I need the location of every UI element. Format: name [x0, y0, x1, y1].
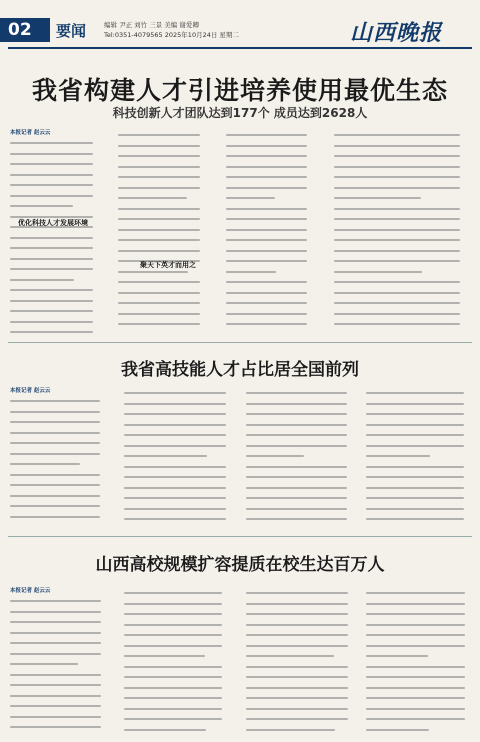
body-text-line [226, 319, 312, 330]
body-text-line [366, 420, 470, 431]
body-text-line [10, 149, 96, 160]
body-text-line [118, 288, 204, 299]
body-text-line [226, 256, 312, 267]
body-text-line [10, 701, 108, 712]
body-text-line [246, 441, 352, 452]
body-text-line [246, 514, 352, 525]
body-text-line [10, 275, 96, 286]
body-text-line [366, 620, 470, 631]
body-text-line [334, 298, 470, 309]
article1-column-2 [118, 130, 204, 338]
newspaper-logo: 山西晚报 [349, 20, 442, 46]
body-text-line [246, 483, 352, 494]
body-text-line [118, 162, 204, 173]
body-text-line [118, 235, 204, 246]
body-text-line [10, 396, 108, 407]
body-text-line [124, 714, 230, 725]
body-text-line [246, 504, 352, 515]
body-text-line [334, 183, 470, 194]
body-text-line [366, 599, 470, 610]
body-text-line [334, 256, 470, 267]
body-text-line [124, 441, 230, 452]
body-text-line [226, 172, 312, 183]
body-text-line [118, 309, 204, 320]
body-text-line [124, 683, 230, 694]
body-text-line [246, 704, 352, 715]
body-text-line [10, 243, 96, 254]
body-text-line [10, 680, 108, 691]
body-text-line [118, 225, 204, 236]
body-text-line [246, 683, 352, 694]
body-text-line [10, 327, 96, 338]
body-text-line [366, 672, 470, 683]
body-text-line [246, 399, 352, 410]
body-text-line [10, 138, 96, 149]
body-text-line [226, 309, 312, 320]
body-text-line [10, 428, 108, 439]
body-text-line [246, 462, 352, 473]
date-line: Tel:0351-4079565 2025年10月24日 星期二 [104, 31, 239, 39]
body-text-line [118, 141, 204, 152]
body-text-line [124, 430, 230, 441]
body-text-line [10, 233, 96, 244]
body-text-line [226, 235, 312, 246]
body-text-line [226, 288, 312, 299]
body-text-line [124, 462, 230, 473]
article3-column-2 [124, 588, 230, 736]
body-text-line [10, 470, 108, 481]
body-text-line [118, 204, 204, 215]
article1-subhead-1: 优化科技人才发展环境 [18, 219, 88, 227]
body-text-line [226, 225, 312, 236]
body-text-line [366, 693, 470, 704]
body-text-line [124, 514, 230, 525]
body-text-line [10, 491, 108, 502]
body-text-line [366, 409, 470, 420]
body-text-line [124, 630, 230, 641]
body-text-line [124, 588, 230, 599]
body-text-line [246, 725, 352, 736]
body-text-line [10, 417, 108, 428]
body-text-line [10, 607, 108, 618]
editor-line: 编辑 尹正 刘竹 三景 美编 谢爱卿 [104, 21, 199, 29]
body-text-line [366, 514, 470, 525]
body-text-line [124, 599, 230, 610]
body-text-line [124, 725, 230, 736]
body-text-line [10, 659, 108, 670]
article1-column-4 [334, 130, 470, 338]
page-number: 02 [0, 18, 50, 42]
body-text-line [334, 141, 470, 152]
body-text-line [226, 151, 312, 162]
body-text-line [246, 493, 352, 504]
article2-byline: 本报记者 赵云云 [10, 388, 51, 394]
body-text-line [226, 277, 312, 288]
article2-column-2 [124, 388, 230, 530]
article1-subtitle: 科技创新人才团队达到177个 成员达到2628人 [112, 106, 368, 120]
body-text-line [118, 193, 204, 204]
body-text-line [124, 483, 230, 494]
body-text-line [246, 451, 352, 462]
body-text-line [10, 628, 108, 639]
body-text-line [334, 204, 470, 215]
body-text-line [124, 620, 230, 631]
body-text-line [10, 296, 96, 307]
body-text-line [10, 638, 108, 649]
body-text-line [124, 472, 230, 483]
masthead-rule [8, 47, 472, 49]
body-text-line [226, 214, 312, 225]
article2-title: 我省高技能人才占比居全国前列 [121, 360, 359, 380]
body-text-line [10, 317, 96, 328]
body-text-line [118, 183, 204, 194]
body-text-line [10, 285, 96, 296]
body-text-line [10, 407, 108, 418]
body-text-line [124, 609, 230, 620]
body-text-line [334, 246, 470, 257]
body-text-line [366, 683, 470, 694]
body-text-line [334, 319, 470, 330]
body-text-line [10, 480, 108, 491]
body-text-line [246, 472, 352, 483]
body-text-line [124, 662, 230, 673]
body-text-line [334, 277, 470, 288]
article3-title: 山西高校规模扩容提质在校生达百万人 [95, 555, 385, 575]
body-text-line [124, 420, 230, 431]
body-text-line [10, 180, 96, 191]
body-text-line [366, 451, 470, 462]
body-text-line [124, 388, 230, 399]
body-text-line [118, 277, 204, 288]
article1-byline: 本报记者 赵云云 [10, 130, 51, 136]
article3-column-3 [246, 588, 352, 736]
body-text-line [366, 483, 470, 494]
body-text-line [10, 512, 108, 523]
body-text-line [10, 501, 108, 512]
body-text-line [246, 651, 352, 662]
body-text-line [334, 172, 470, 183]
body-text-line [10, 254, 96, 265]
divider-2 [8, 536, 472, 537]
body-text-line [124, 641, 230, 652]
body-text-line [124, 451, 230, 462]
body-text-line [366, 662, 470, 673]
body-text-line [124, 504, 230, 515]
body-text-line [366, 725, 470, 736]
body-text-line [334, 151, 470, 162]
body-text-line [118, 319, 204, 330]
body-text-line [10, 691, 108, 702]
body-text-line [334, 214, 470, 225]
body-text-line [246, 641, 352, 652]
body-text-line [366, 441, 470, 452]
body-text-line [226, 183, 312, 194]
body-text-line [246, 609, 352, 620]
article2-column-3 [246, 388, 352, 530]
body-text-line [366, 588, 470, 599]
body-text-line [246, 620, 352, 631]
body-text-line [226, 162, 312, 173]
body-text-line [124, 409, 230, 420]
body-text-line [334, 130, 470, 141]
body-text-line [246, 588, 352, 599]
body-text-line [366, 504, 470, 515]
body-text-line [10, 306, 96, 317]
body-text-line [366, 493, 470, 504]
body-text-line [10, 438, 108, 449]
body-text-line [10, 201, 96, 212]
body-text-line [10, 170, 96, 181]
body-text-line [10, 596, 108, 607]
body-text-line [10, 712, 108, 723]
body-text-line [124, 651, 230, 662]
body-text-line [246, 693, 352, 704]
body-text-line [124, 672, 230, 683]
body-text-line [10, 649, 108, 660]
body-text-line [246, 420, 352, 431]
body-text-line [366, 430, 470, 441]
article2-column-1 [10, 396, 108, 530]
article3-column-1 [10, 596, 108, 736]
section-name: 要闻 [56, 22, 87, 40]
body-text-line [334, 162, 470, 173]
article3-byline: 本报记者 赵云云 [10, 588, 51, 594]
body-text-line [334, 193, 470, 204]
body-text-line [118, 172, 204, 183]
article1-column-3 [226, 130, 312, 338]
body-text-line [118, 298, 204, 309]
body-text-line [246, 714, 352, 725]
body-text-line [118, 151, 204, 162]
body-text-line [246, 599, 352, 610]
body-text-line [366, 388, 470, 399]
body-text-line [226, 130, 312, 141]
article1-title: 我省构建人才引进培养使用最优生态 [31, 76, 448, 105]
body-text-line [366, 399, 470, 410]
body-text-line [226, 246, 312, 257]
body-text-line [226, 298, 312, 309]
article1-subhead-2: 聚天下英才而用之 [140, 261, 196, 269]
body-text-line [10, 264, 96, 275]
body-text-line [366, 472, 470, 483]
body-text-line [10, 191, 96, 202]
body-text-line [124, 704, 230, 715]
article2-column-4 [366, 388, 470, 530]
body-text-line [124, 399, 230, 410]
body-text-line [10, 722, 108, 733]
body-text-line [118, 130, 204, 141]
body-text-line [226, 267, 312, 278]
body-text-line [246, 672, 352, 683]
article1-column-1 [10, 138, 96, 338]
masthead [0, 18, 480, 44]
body-text-line [334, 235, 470, 246]
body-text-line [246, 409, 352, 420]
body-text-line [10, 159, 96, 170]
body-text-line [226, 141, 312, 152]
body-text-line [124, 493, 230, 504]
article3-column-4 [366, 588, 470, 736]
body-text-line [10, 670, 108, 681]
body-text-line [246, 630, 352, 641]
body-text-line [226, 204, 312, 215]
body-text-line [366, 630, 470, 641]
body-text-line [366, 651, 470, 662]
body-text-line [366, 641, 470, 652]
body-text-line [334, 225, 470, 236]
body-text-line [246, 662, 352, 673]
body-text-line [124, 693, 230, 704]
body-text-line [226, 193, 312, 204]
body-text-line [246, 430, 352, 441]
divider-1 [8, 342, 472, 343]
body-text-line [118, 246, 204, 257]
body-text-line [366, 704, 470, 715]
body-text-line [366, 609, 470, 620]
body-text-line [10, 449, 108, 460]
body-text-line [118, 214, 204, 225]
body-text-line [334, 309, 470, 320]
body-text-line [334, 288, 470, 299]
body-text-line [246, 388, 352, 399]
body-text-line [334, 267, 470, 278]
body-text-line [10, 617, 108, 628]
body-text-line [366, 462, 470, 473]
body-text-line [10, 459, 108, 470]
body-text-line [366, 714, 470, 725]
